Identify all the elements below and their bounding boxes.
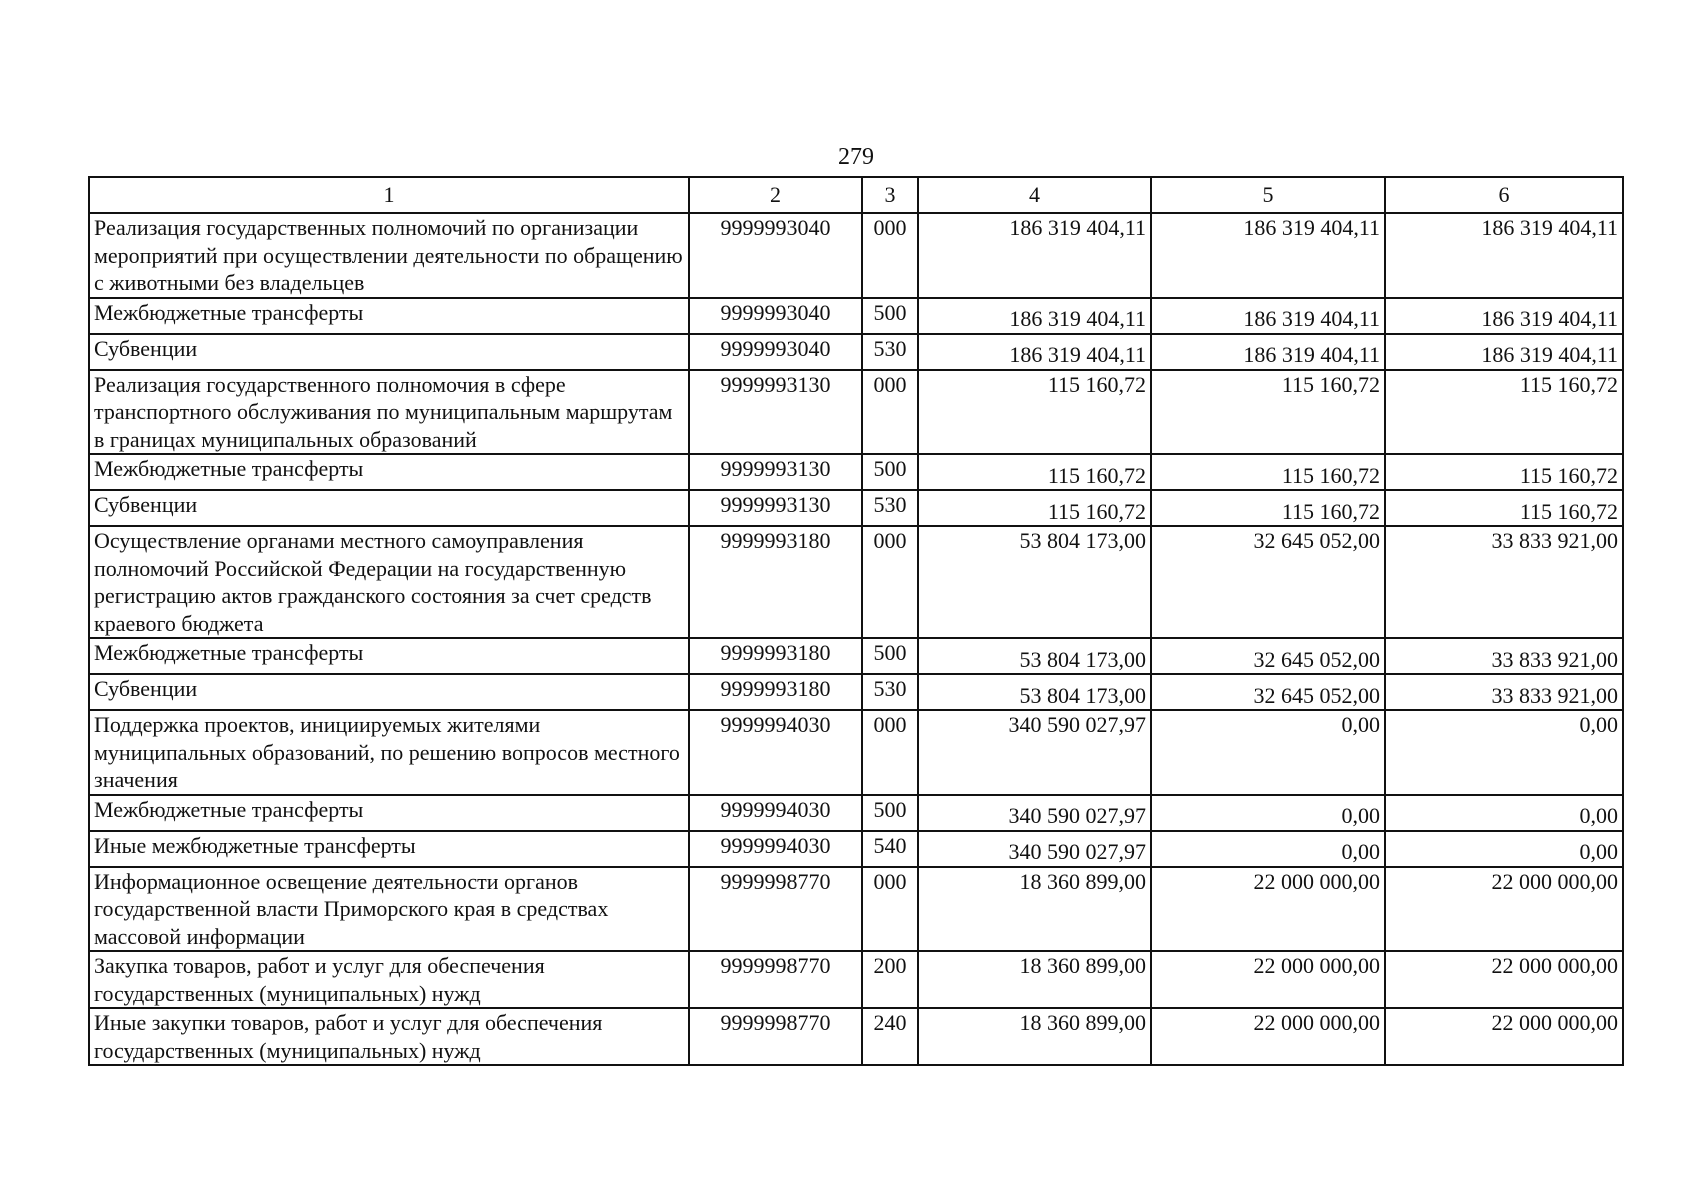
- table-row: [89, 638, 1623, 674]
- row-amount-col6: 186 319 404,11: [1385, 213, 1623, 298]
- row-code: 9999993040: [689, 213, 862, 298]
- row-amount-col4: 186 319 404,11: [918, 298, 1151, 334]
- table-row: [89, 298, 1623, 334]
- table-header: [89, 177, 1623, 213]
- row-code: 9999993130: [689, 490, 862, 526]
- table-row: [89, 213, 1623, 298]
- row-amount-col5: 32 645 052,00: [1151, 638, 1385, 674]
- row-amount-col6: 115 160,72: [1385, 454, 1623, 490]
- row-name: Закупка товаров, работ и услуг для обеспечения государственных (муниципальных) нужд: [89, 951, 689, 1008]
- row-amount-col4: 53 804 173,00: [918, 526, 1151, 638]
- row-amount-col4: 53 804 173,00: [918, 674, 1151, 710]
- row-code: 9999994030: [689, 831, 862, 867]
- row-amount-col6: 33 833 921,00: [1385, 638, 1623, 674]
- row-amount-col6: 0,00: [1385, 710, 1623, 795]
- table-row: [89, 951, 1623, 1008]
- row-amount-col4: 340 590 027,97: [918, 831, 1151, 867]
- table-row: [89, 370, 1623, 455]
- row-amount-col6: 186 319 404,11: [1385, 298, 1623, 334]
- table-row: [89, 454, 1623, 490]
- row-name: Субвенции: [89, 334, 689, 370]
- row-amount-col6: 22 000 000,00: [1385, 951, 1623, 1008]
- row-amount-col5: 186 319 404,11: [1151, 298, 1385, 334]
- row-expense-type: 530: [862, 490, 918, 526]
- row-code: 9999993040: [689, 334, 862, 370]
- row-expense-type: 000: [862, 370, 918, 455]
- row-amount-col4: 18 360 899,00: [918, 867, 1151, 952]
- row-expense-type: 000: [862, 867, 918, 952]
- row-name: Реализация государственных полномочий по организации мероприятий при осуществлении деятельности по обращению с животными без владельцев: [89, 213, 689, 298]
- row-name: Межбюджетные трансферты: [89, 298, 689, 334]
- row-amount-col5: 115 160,72: [1151, 370, 1385, 455]
- row-amount-col5: 186 319 404,11: [1151, 334, 1385, 370]
- row-name: Поддержка проектов, инициируемых жителями муниципальных образований, по решению вопросов местного значения: [89, 710, 689, 795]
- header-col-6: 6: [1385, 177, 1623, 213]
- row-name: Субвенции: [89, 674, 689, 710]
- row-name: Межбюджетные трансферты: [89, 454, 689, 490]
- row-amount-col4: 18 360 899,00: [918, 1008, 1151, 1065]
- table-row: [89, 867, 1623, 952]
- row-amount-col4: 186 319 404,11: [918, 334, 1151, 370]
- header-col-1: 1: [89, 177, 689, 213]
- row-expense-type: 530: [862, 334, 918, 370]
- row-code: 9999998770: [689, 1008, 862, 1065]
- row-amount-col4: 115 160,72: [918, 454, 1151, 490]
- row-amount-col6: 22 000 000,00: [1385, 867, 1623, 952]
- budget-table: [88, 176, 1624, 1066]
- row-amount-col6: 186 319 404,11: [1385, 334, 1623, 370]
- row-amount-col6: 33 833 921,00: [1385, 674, 1623, 710]
- table-row: [89, 526, 1623, 638]
- table-body: [89, 213, 1623, 1065]
- row-name: Осуществление органами местного самоуправления полномочий Российской Федерации на государственную регистрацию актов гражданского состояния за счет средств краевого бюджета: [89, 526, 689, 638]
- row-name: Межбюджетные трансферты: [89, 638, 689, 674]
- row-name: Информационное освещение деятельности органов государственной власти Приморского края в средствах массовой информации: [89, 867, 689, 952]
- header-col-3: 3: [862, 177, 918, 213]
- row-name: Иные межбюджетные трансферты: [89, 831, 689, 867]
- row-code: 9999998770: [689, 867, 862, 952]
- row-expense-type: 500: [862, 795, 918, 831]
- row-expense-type: 000: [862, 213, 918, 298]
- row-amount-col4: 340 590 027,97: [918, 710, 1151, 795]
- row-amount-col5: 115 160,72: [1151, 454, 1385, 490]
- row-code: 9999993130: [689, 454, 862, 490]
- row-amount-col5: 22 000 000,00: [1151, 1008, 1385, 1065]
- row-amount-col5: 115 160,72: [1151, 490, 1385, 526]
- row-amount-col6: 0,00: [1385, 831, 1623, 867]
- table-row: [89, 490, 1623, 526]
- row-amount-col4: 115 160,72: [918, 370, 1151, 455]
- row-expense-type: 540: [862, 831, 918, 867]
- row-amount-col5: 186 319 404,11: [1151, 213, 1385, 298]
- row-amount-col5: 32 645 052,00: [1151, 674, 1385, 710]
- row-expense-type: 500: [862, 298, 918, 334]
- table-row: [89, 795, 1623, 831]
- header-row: [89, 177, 1623, 213]
- row-code: 9999993130: [689, 370, 862, 455]
- row-expense-type: 500: [862, 638, 918, 674]
- page-number: [0, 143, 1698, 171]
- header-col-4: 4: [918, 177, 1151, 213]
- table-row: [89, 674, 1623, 710]
- row-amount-col4: 18 360 899,00: [918, 951, 1151, 1008]
- row-amount-col6: 33 833 921,00: [1385, 526, 1623, 638]
- row-expense-type: 000: [862, 710, 918, 795]
- row-amount-col5: 0,00: [1151, 795, 1385, 831]
- row-code: 9999998770: [689, 951, 862, 1008]
- row-amount-col4: 340 590 027,97: [918, 795, 1151, 831]
- row-amount-col6: 22 000 000,00: [1385, 1008, 1623, 1065]
- row-name: Субвенции: [89, 490, 689, 526]
- row-name: Реализация государственного полномочия в сфере транспортного обслуживания по муниципальным маршрутам в границах муниципальных образований: [89, 370, 689, 455]
- row-code: 9999993180: [689, 526, 862, 638]
- row-name: Иные закупки товаров, работ и услуг для обеспечения государственных (муниципальных) нужд: [89, 1008, 689, 1065]
- row-amount-col5: 0,00: [1151, 831, 1385, 867]
- row-name: Межбюджетные трансферты: [89, 795, 689, 831]
- header-col-5: 5: [1151, 177, 1385, 213]
- row-amount-col6: 115 160,72: [1385, 370, 1623, 455]
- row-expense-type: 530: [862, 674, 918, 710]
- row-expense-type: 500: [862, 454, 918, 490]
- row-amount-col6: 0,00: [1385, 795, 1623, 831]
- header-col-2: 2: [689, 177, 862, 213]
- row-code: 9999993180: [689, 638, 862, 674]
- page-number-text: 279: [838, 144, 874, 170]
- table-row: [89, 710, 1623, 795]
- row-code: 9999994030: [689, 795, 862, 831]
- row-expense-type: 200: [862, 951, 918, 1008]
- table-row: [89, 1008, 1623, 1065]
- row-code: 9999994030: [689, 710, 862, 795]
- row-expense-type: 240: [862, 1008, 918, 1065]
- row-amount-col4: 186 319 404,11: [918, 213, 1151, 298]
- row-expense-type: 000: [862, 526, 918, 638]
- row-amount-col5: 22 000 000,00: [1151, 951, 1385, 1008]
- row-amount-col5: 22 000 000,00: [1151, 867, 1385, 952]
- row-code: 9999993040: [689, 298, 862, 334]
- row-amount-col4: 115 160,72: [918, 490, 1151, 526]
- row-code: 9999993180: [689, 674, 862, 710]
- table-row: [89, 831, 1623, 867]
- row-amount-col5: 0,00: [1151, 710, 1385, 795]
- row-amount-col5: 32 645 052,00: [1151, 526, 1385, 638]
- row-amount-col4: 53 804 173,00: [918, 638, 1151, 674]
- row-amount-col6: 115 160,72: [1385, 490, 1623, 526]
- table-row: [89, 334, 1623, 370]
